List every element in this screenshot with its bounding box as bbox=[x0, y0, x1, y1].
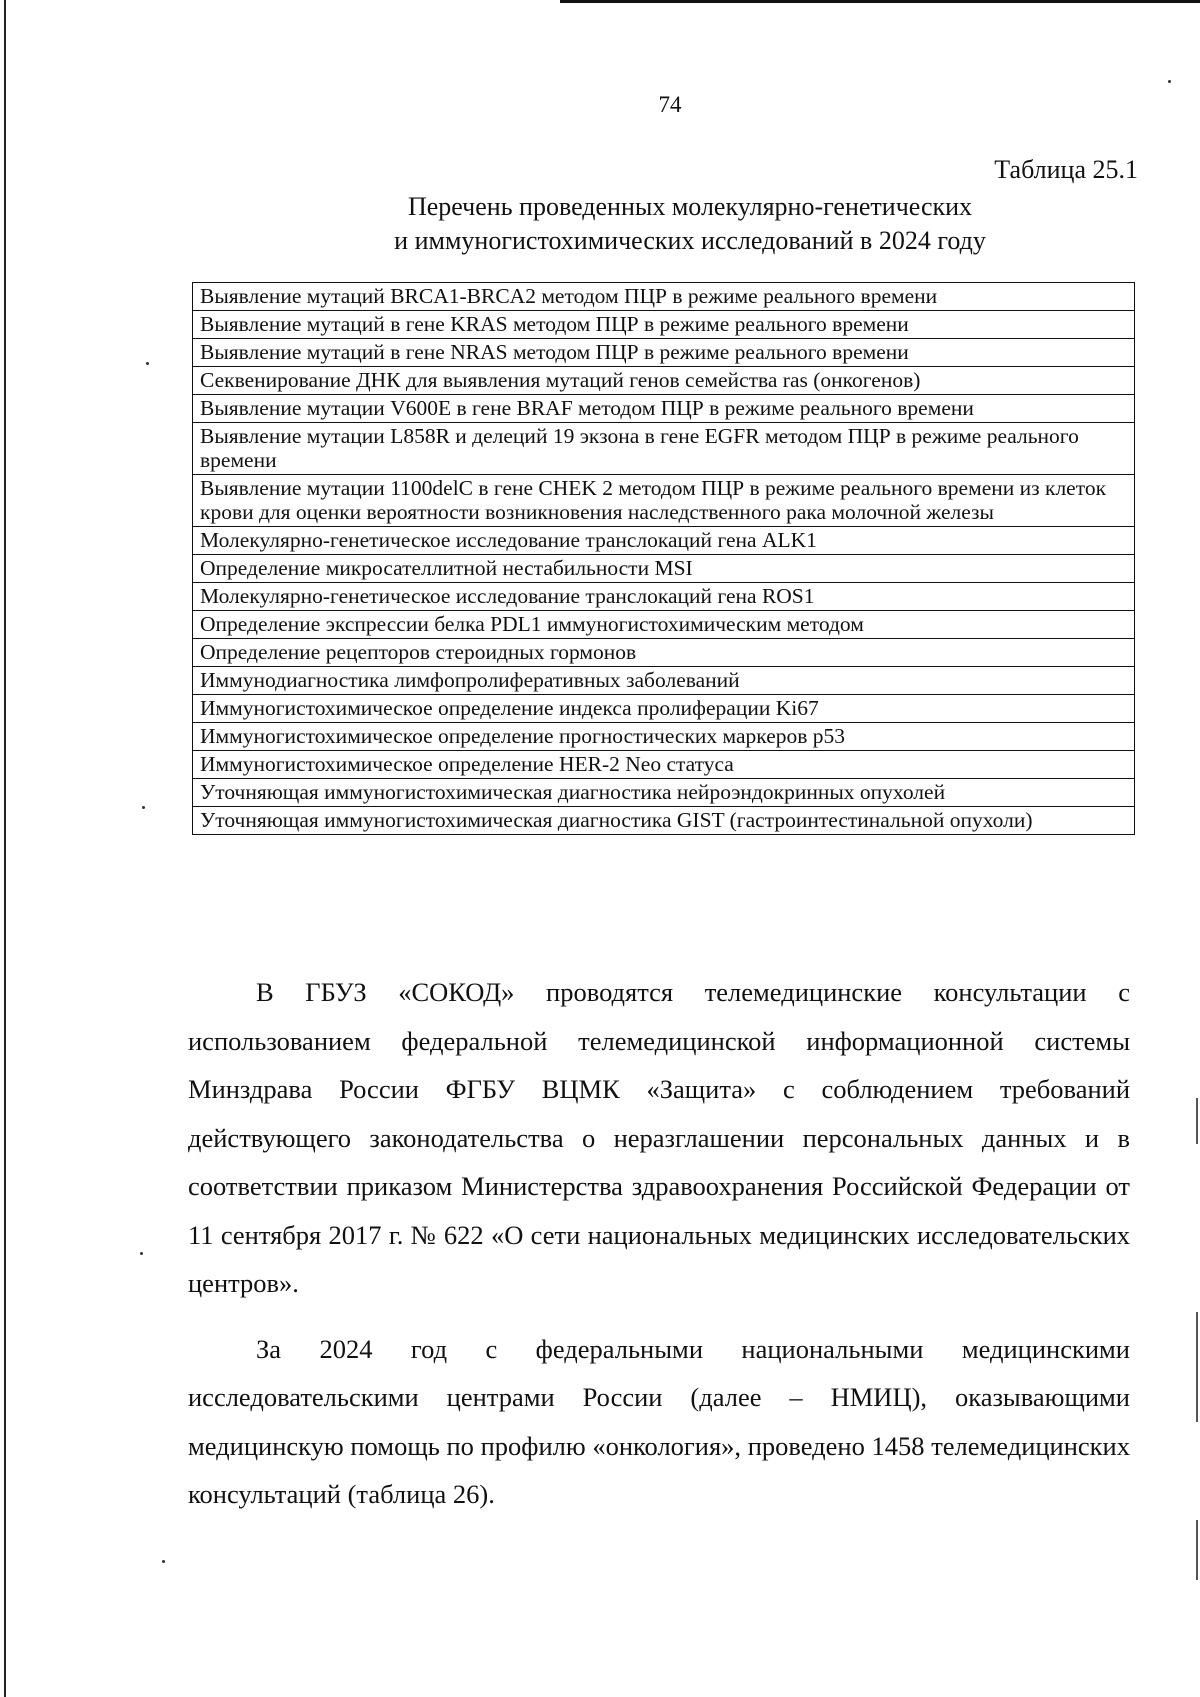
table-row bbox=[193, 611, 1135, 639]
research-table bbox=[192, 282, 1135, 835]
scan-dot bbox=[142, 806, 145, 809]
scan-mark bbox=[1196, 1098, 1198, 1144]
paragraph-telemedicine: В ГБУЗ «СОКОД» проводятся телемедицинские консультации с использованием федеральной телемедицинской информационной системы Минздрава России ФГБУ ВЦМК «Защита» с соблюдением требований действующего законодательства о неразглашении персональных данных и в соответствии приказом Министерства здравоохранения Российской Федерации от 11 сентября 2017 г. № 622 «О сети национальных медицинских исследовательских центров». bbox=[188, 977, 1130, 1298]
table-cell: Определение микросателлитной нестабильности MSI bbox=[193, 555, 1135, 583]
table-row bbox=[193, 555, 1135, 583]
scan-edge-left bbox=[4, 0, 6, 1697]
table-title-line: Перечень проведенных молекулярно-генетических bbox=[407, 192, 973, 221]
table-cell: Иммунодиагностика лимфопролиферативных заболеваний bbox=[193, 667, 1135, 695]
table-row bbox=[193, 367, 1135, 395]
table-cell: Молекулярно-генетическое исследование транслокаций гена ALK1 bbox=[193, 527, 1135, 555]
scan-edge-top bbox=[560, 0, 1200, 3]
table-row bbox=[193, 779, 1135, 807]
table-cell: Выявление мутации L858R и делеций 19 экзона в гене EGFR методом ПЦР в режиме реального времени bbox=[193, 423, 1135, 475]
table-cell: Секвенирование ДНК для выявления мутаций генов семейства ras (онкогенов) bbox=[193, 367, 1135, 395]
table-cell: Уточняющая иммуногистохимическая диагностика нейроэндокринных опухолей bbox=[193, 779, 1135, 807]
table-row bbox=[193, 339, 1135, 367]
table-cell: Определение экспрессии белка PDL1 иммуногистохимическим методом bbox=[193, 611, 1135, 639]
scan-mark bbox=[1196, 1312, 1198, 1422]
table-row bbox=[193, 723, 1135, 751]
scan-dot bbox=[162, 1560, 165, 1563]
table-cell: Иммуногистохимическое определение прогностических маркеров p53 bbox=[193, 723, 1135, 751]
table-cell: Уточняющая иммуногистохимическая диагностика GIST (гастроинтестинальной опухоли) bbox=[193, 807, 1135, 835]
table-cell: Выявление мутаций в гене NRAS методом ПЦР в режиме реального времени bbox=[193, 339, 1135, 367]
table-row bbox=[193, 283, 1135, 311]
table-row bbox=[193, 311, 1135, 339]
table-label: Таблица 25.1 bbox=[994, 155, 1138, 184]
table-cell: Определение рецепторов стероидных гормонов bbox=[193, 639, 1135, 667]
table-row bbox=[193, 527, 1135, 555]
table-cell: Выявление мутаций BRCA1-BRCA2 методом ПЦР в режиме реального времени bbox=[193, 283, 1135, 311]
scan-dot bbox=[140, 1252, 143, 1255]
table-row bbox=[193, 667, 1135, 695]
scan-mark bbox=[1196, 1520, 1198, 1580]
paragraph-consultations: За 2024 год с федеральными национальными медицинскими исследовательскими центрами России (далее – НМИЦ), оказывающими медицинскую помощь по профилю «онкология», проведено 1458 телемедицинских консультаций (таблица 26). bbox=[188, 1333, 1130, 1509]
table-title-line: и иммуногистохимических исследований в 2024 году bbox=[394, 226, 986, 255]
table-row bbox=[193, 695, 1135, 723]
table-title bbox=[350, 190, 1030, 258]
page-number: 74 bbox=[658, 92, 682, 117]
scan-dot bbox=[146, 362, 149, 365]
table-cell: Выявление мутаций в гене KRAS методом ПЦР в режиме реального времени bbox=[193, 311, 1135, 339]
table-row bbox=[193, 639, 1135, 667]
table-row bbox=[193, 583, 1135, 611]
body-text bbox=[188, 968, 1130, 1519]
table-cell: Выявление мутации V600E в гене BRAF методом ПЦР в режиме реального времени bbox=[193, 395, 1135, 423]
scan-dot bbox=[1168, 80, 1171, 83]
table-cell: Выявление мутации 1100delC в гене CHEK 2 методом ПЦР в режиме реального времени из клеток крови для оценки вероятности возникновения наследственного рака молочной железы bbox=[193, 475, 1135, 527]
table-cell: Иммуногистохимическое определение индекса пролиферации Ki67 bbox=[193, 695, 1135, 723]
table-row bbox=[193, 423, 1135, 475]
table-row bbox=[193, 475, 1135, 527]
table-cell: Иммуногистохимическое определение HER-2 Neo статуса bbox=[193, 751, 1135, 779]
table-row bbox=[193, 751, 1135, 779]
table-row bbox=[193, 395, 1135, 423]
table-row bbox=[193, 807, 1135, 835]
table-cell: Молекулярно-генетическое исследование транслокаций гена ROS1 bbox=[193, 583, 1135, 611]
